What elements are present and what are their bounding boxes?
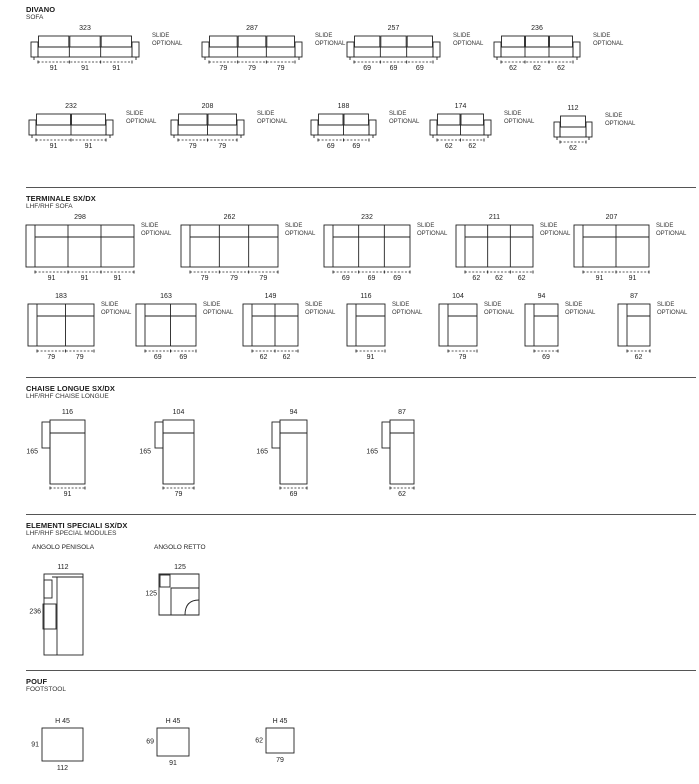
slide-optional-note [657, 302, 687, 317]
armrest [369, 120, 376, 135]
optional-label: OPTIONAL [101, 309, 132, 316]
seat-width-label: 62 [517, 275, 526, 282]
side-cushion [43, 604, 56, 629]
seat-width-label: 62 [444, 143, 453, 150]
back-cushion [208, 114, 237, 125]
back-cushion [438, 114, 461, 125]
armrest [272, 422, 280, 448]
back-cushion [267, 36, 295, 47]
optional-label: OPTIONAL [141, 230, 172, 237]
module-outline [456, 225, 533, 267]
slide-label: SLIDE [504, 111, 522, 117]
seat-width-label: 91 [80, 275, 89, 282]
back-cushion [526, 36, 549, 47]
length-label: 165 [256, 448, 268, 456]
armrest [433, 42, 440, 57]
module-outline [439, 304, 477, 346]
seat-width-label: 79 [47, 354, 56, 361]
seat-width-label: 69 [389, 65, 398, 72]
optional-label: OPTIONAL [152, 40, 183, 47]
section-subtitle-pouf: FOOTSTOOL [26, 686, 66, 693]
total-width-label: 207 [605, 214, 618, 221]
chaise-body [390, 420, 414, 484]
width-label: 112 [57, 564, 69, 571]
slide-label: SLIDE [141, 223, 159, 229]
slide-label: SLIDE [593, 33, 611, 39]
depth-label: 91 [31, 741, 39, 748]
depth-label: 69 [146, 738, 154, 746]
back-cushion [72, 114, 106, 125]
optional-label: OPTIONAL [126, 118, 157, 125]
optional-label: OPTIONAL [504, 118, 535, 125]
width-label: 91 [169, 760, 177, 767]
total-width-label: 188 [337, 103, 350, 110]
armrest [586, 122, 592, 137]
slide-label: SLIDE [565, 302, 583, 308]
slide-label: SLIDE [101, 302, 119, 308]
total-width-label: 183 [55, 293, 67, 300]
optional-label: OPTIONAL [593, 40, 624, 47]
seat-width-label: 79 [200, 275, 209, 282]
slide-optional-note [141, 223, 171, 238]
seat-width-label: 69 [179, 354, 188, 361]
optional-label: OPTIONAL [315, 40, 346, 47]
optional-label: OPTIONAL [417, 230, 448, 237]
arm-stub [160, 575, 170, 587]
total-width-label: 112 [567, 105, 579, 112]
slide-optional-note [656, 223, 686, 238]
slide-label: SLIDE [417, 223, 435, 229]
length-label: 165 [366, 448, 378, 456]
total-width-label: 232 [361, 214, 373, 221]
corner-seat-curve [185, 600, 199, 615]
chaise-body [280, 420, 307, 484]
back-cushion [550, 36, 573, 47]
pouf-outline [42, 728, 83, 761]
armrest [237, 120, 244, 135]
seat-width-label: 91 [49, 65, 58, 72]
back-cushion [37, 114, 71, 125]
seat-width-label: 79 [230, 275, 238, 282]
slide-optional-note [101, 302, 131, 317]
section-title-terminale: TERMINALE SX/DX [26, 194, 96, 203]
section-title-chaise: CHAISE LONGUE SX/DX [26, 384, 115, 393]
module-outline [243, 304, 298, 346]
seat-width-label: 79 [174, 491, 183, 498]
seat-base [209, 47, 295, 57]
optional-label: OPTIONAL [257, 118, 288, 125]
back-cushion [461, 114, 484, 125]
slide-optional-note [504, 111, 534, 126]
back-cushion [502, 36, 525, 47]
armrest [106, 120, 113, 135]
slide-optional-note [305, 302, 335, 317]
armrest [430, 120, 437, 135]
optional-label: OPTIONAL [540, 230, 571, 237]
slide-optional-note [392, 302, 422, 317]
slide-label: SLIDE [315, 33, 333, 39]
back-cushion [179, 114, 208, 125]
armrest [311, 120, 318, 135]
back-cushion [238, 36, 266, 47]
armrest [484, 120, 491, 135]
height-label: H 45 [165, 718, 181, 725]
armrest [132, 42, 139, 57]
section-subtitle-chaise: LHF/RHF CHAISE LONGUE [26, 393, 109, 400]
section-title-pouf: POUF [26, 677, 48, 686]
total-width-label: 257 [387, 25, 400, 32]
total-width-label: 94 [537, 293, 546, 300]
armrest [295, 42, 302, 57]
seat-width-label: 62 [472, 275, 481, 282]
armrest [31, 42, 38, 57]
total-width-label: 211 [488, 214, 501, 221]
armrest [155, 422, 163, 448]
seat-width-label: 69 [326, 143, 335, 150]
slide-optional-note [453, 33, 483, 48]
back-cushion [381, 36, 406, 47]
slide-optional-note [484, 302, 514, 317]
back-cushion [355, 36, 380, 47]
seat-width-label: 62 [533, 65, 541, 72]
length-label: 125 [145, 590, 157, 598]
slide-label: SLIDE [126, 111, 144, 117]
seat-width-label: 79 [458, 354, 467, 361]
seat-width-label: 62 [282, 354, 291, 361]
height-label: H 45 [272, 718, 288, 725]
armrest [494, 42, 501, 57]
seat-width-label: 91 [113, 275, 122, 282]
length-label: 165 [139, 448, 151, 456]
module-outline [574, 225, 649, 267]
seat-width-label: 79 [259, 275, 268, 282]
total-width-label: 94 [289, 409, 298, 416]
slide-label: SLIDE [656, 223, 674, 229]
slide-optional-note [593, 33, 623, 48]
total-width-label: 262 [223, 214, 236, 221]
seat-width-label: 62 [634, 354, 643, 361]
optional-label: OPTIONAL [484, 309, 515, 316]
armrest [347, 42, 354, 57]
optional-label: OPTIONAL [392, 309, 423, 316]
slide-label: SLIDE [285, 223, 303, 229]
armrest [202, 42, 209, 57]
section-subtitle-divano: SOFA [26, 14, 44, 21]
slide-optional-note [565, 302, 595, 317]
seat-width-label: 62 [557, 65, 565, 72]
seat-width-label: 91 [112, 65, 121, 72]
seat-width-label: 79 [218, 143, 227, 150]
total-width-label: 163 [160, 293, 172, 300]
seat-base [501, 47, 573, 57]
slide-label: SLIDE [605, 113, 623, 119]
slide-optional-note [389, 111, 419, 126]
section-title-divano: DIVANO [26, 5, 56, 14]
seat-width-label: 69 [415, 65, 424, 72]
slide-optional-note [152, 33, 182, 48]
module-outline [618, 304, 650, 346]
back-cushion [561, 116, 586, 127]
seat-width-label: 79 [219, 65, 228, 72]
back-cushion [344, 114, 369, 125]
seat-width-label: 62 [259, 354, 268, 361]
seat-base [560, 127, 586, 137]
armrest [171, 120, 178, 135]
slide-optional-note [257, 111, 287, 126]
back-cushion [101, 36, 131, 47]
slide-label: SLIDE [389, 111, 407, 117]
seat-width-label: 69 [289, 491, 298, 498]
seat-width-label: 69 [352, 143, 361, 150]
module-outline [347, 304, 385, 346]
module-name-angolo-penisola: ANGOLO PENISOLA [32, 544, 95, 551]
module-outline [525, 304, 558, 346]
back-cushion [319, 114, 344, 125]
slide-label: SLIDE [203, 302, 221, 308]
seat-width-label: 79 [188, 143, 197, 150]
optional-label: OPTIONAL [605, 120, 636, 127]
seat-width-label: 91 [628, 275, 637, 282]
total-width-label: 149 [264, 293, 277, 300]
armrest [554, 122, 560, 137]
seat-width-label: 91 [63, 491, 72, 498]
depth-label: 62 [255, 737, 263, 744]
slide-optional-note [315, 33, 345, 48]
width-label: 79 [276, 757, 284, 764]
module-outline [324, 225, 410, 267]
total-width-label: 87 [398, 409, 406, 416]
seat-width-label: 62 [468, 143, 477, 150]
total-width-label: 232 [65, 103, 77, 110]
optional-label: OPTIONAL [389, 118, 420, 125]
seat-width-label: 91 [84, 143, 93, 150]
seat-width-label: 62 [509, 65, 517, 72]
length-label: 236 [29, 608, 41, 616]
slide-label: SLIDE [540, 223, 558, 229]
back-cushion [70, 36, 100, 47]
optional-label: OPTIONAL [285, 230, 316, 237]
optional-label: OPTIONAL [656, 230, 687, 237]
pouf-outline [266, 728, 294, 753]
seat-width-label: 79 [276, 65, 285, 72]
slide-optional-note [285, 223, 315, 238]
module-outline [28, 304, 94, 346]
seat-width-label: 69 [393, 275, 402, 282]
section-title-speciali: ELEMENTI SPECIALI SX/DX [26, 521, 128, 530]
chaise-body [50, 420, 85, 484]
slide-optional-note [203, 302, 233, 317]
total-width-label: 116 [61, 409, 74, 416]
seat-width-label: 79 [248, 65, 256, 72]
width-label: 112 [56, 765, 69, 772]
seat-width-label: 79 [75, 354, 84, 361]
slide-label: SLIDE [152, 33, 170, 39]
slide-label: SLIDE [657, 302, 675, 308]
back-cushion [39, 36, 69, 47]
seat-width-label: 69 [153, 354, 162, 361]
pouf-outline [157, 728, 189, 756]
back-cushion [407, 36, 432, 47]
total-width-label: 104 [172, 409, 185, 416]
length-label: 165 [26, 448, 38, 456]
total-width-label: 116 [360, 293, 372, 300]
armrest [573, 42, 580, 57]
section-subtitle-terminale: LHF/RHF SOFA [26, 203, 73, 210]
slide-optional-note [126, 111, 156, 126]
armrest [29, 120, 36, 135]
slide-label: SLIDE [257, 111, 275, 117]
seat-width-label: 91 [47, 275, 56, 282]
seat-base [354, 47, 433, 57]
seat-width-label: 62 [398, 491, 406, 498]
seat-width-label: 91 [81, 65, 89, 72]
height-label: H 45 [55, 718, 70, 725]
seat-width-label: 62 [569, 145, 577, 152]
slide-label: SLIDE [453, 33, 471, 39]
width-label: 125 [174, 564, 186, 571]
total-width-label: 208 [201, 103, 214, 110]
module-name-angolo-retto: ANGOLO RETTO [154, 544, 206, 551]
seat-width-label: 69 [542, 354, 550, 361]
penisola-outline [44, 574, 83, 655]
back-cushion [210, 36, 238, 47]
total-width-label: 87 [630, 293, 638, 300]
optional-label: OPTIONAL [453, 40, 484, 47]
total-width-label: 236 [531, 25, 543, 32]
seat-width-label: 91 [366, 354, 375, 361]
optional-label: OPTIONAL [565, 309, 596, 316]
seat-width-label: 62 [495, 275, 503, 282]
slide-label: SLIDE [305, 302, 323, 308]
seat-width-label: 91 [49, 143, 58, 150]
section-subtitle-speciali: LHF/RHF SPECIAL MODULES [26, 530, 117, 537]
seat-width-label: 69 [367, 275, 376, 282]
total-width-label: 287 [246, 25, 258, 32]
armrest [382, 422, 390, 448]
total-width-label: 104 [452, 293, 464, 300]
chaise-body [163, 420, 194, 484]
slide-label: SLIDE [484, 302, 502, 308]
seat-width-label: 69 [363, 65, 372, 72]
armrest [44, 580, 52, 598]
armrest [42, 422, 50, 448]
module-outline [26, 225, 134, 267]
seat-width-label: 91 [595, 275, 604, 282]
slide-optional-note [605, 113, 635, 128]
seat-base [38, 47, 132, 57]
slide-label: SLIDE [392, 302, 410, 308]
optional-label: OPTIONAL [305, 309, 336, 316]
slide-optional-note [417, 223, 447, 238]
total-width-label: 298 [74, 214, 86, 221]
optional-label: OPTIONAL [203, 309, 234, 316]
total-width-label: 323 [79, 25, 91, 32]
total-width-label: 174 [454, 103, 467, 110]
corner-outline [159, 574, 199, 615]
seat-width-label: 69 [341, 275, 350, 282]
module-outline [181, 225, 278, 267]
slide-optional-note [540, 223, 570, 238]
optional-label: OPTIONAL [657, 309, 688, 316]
